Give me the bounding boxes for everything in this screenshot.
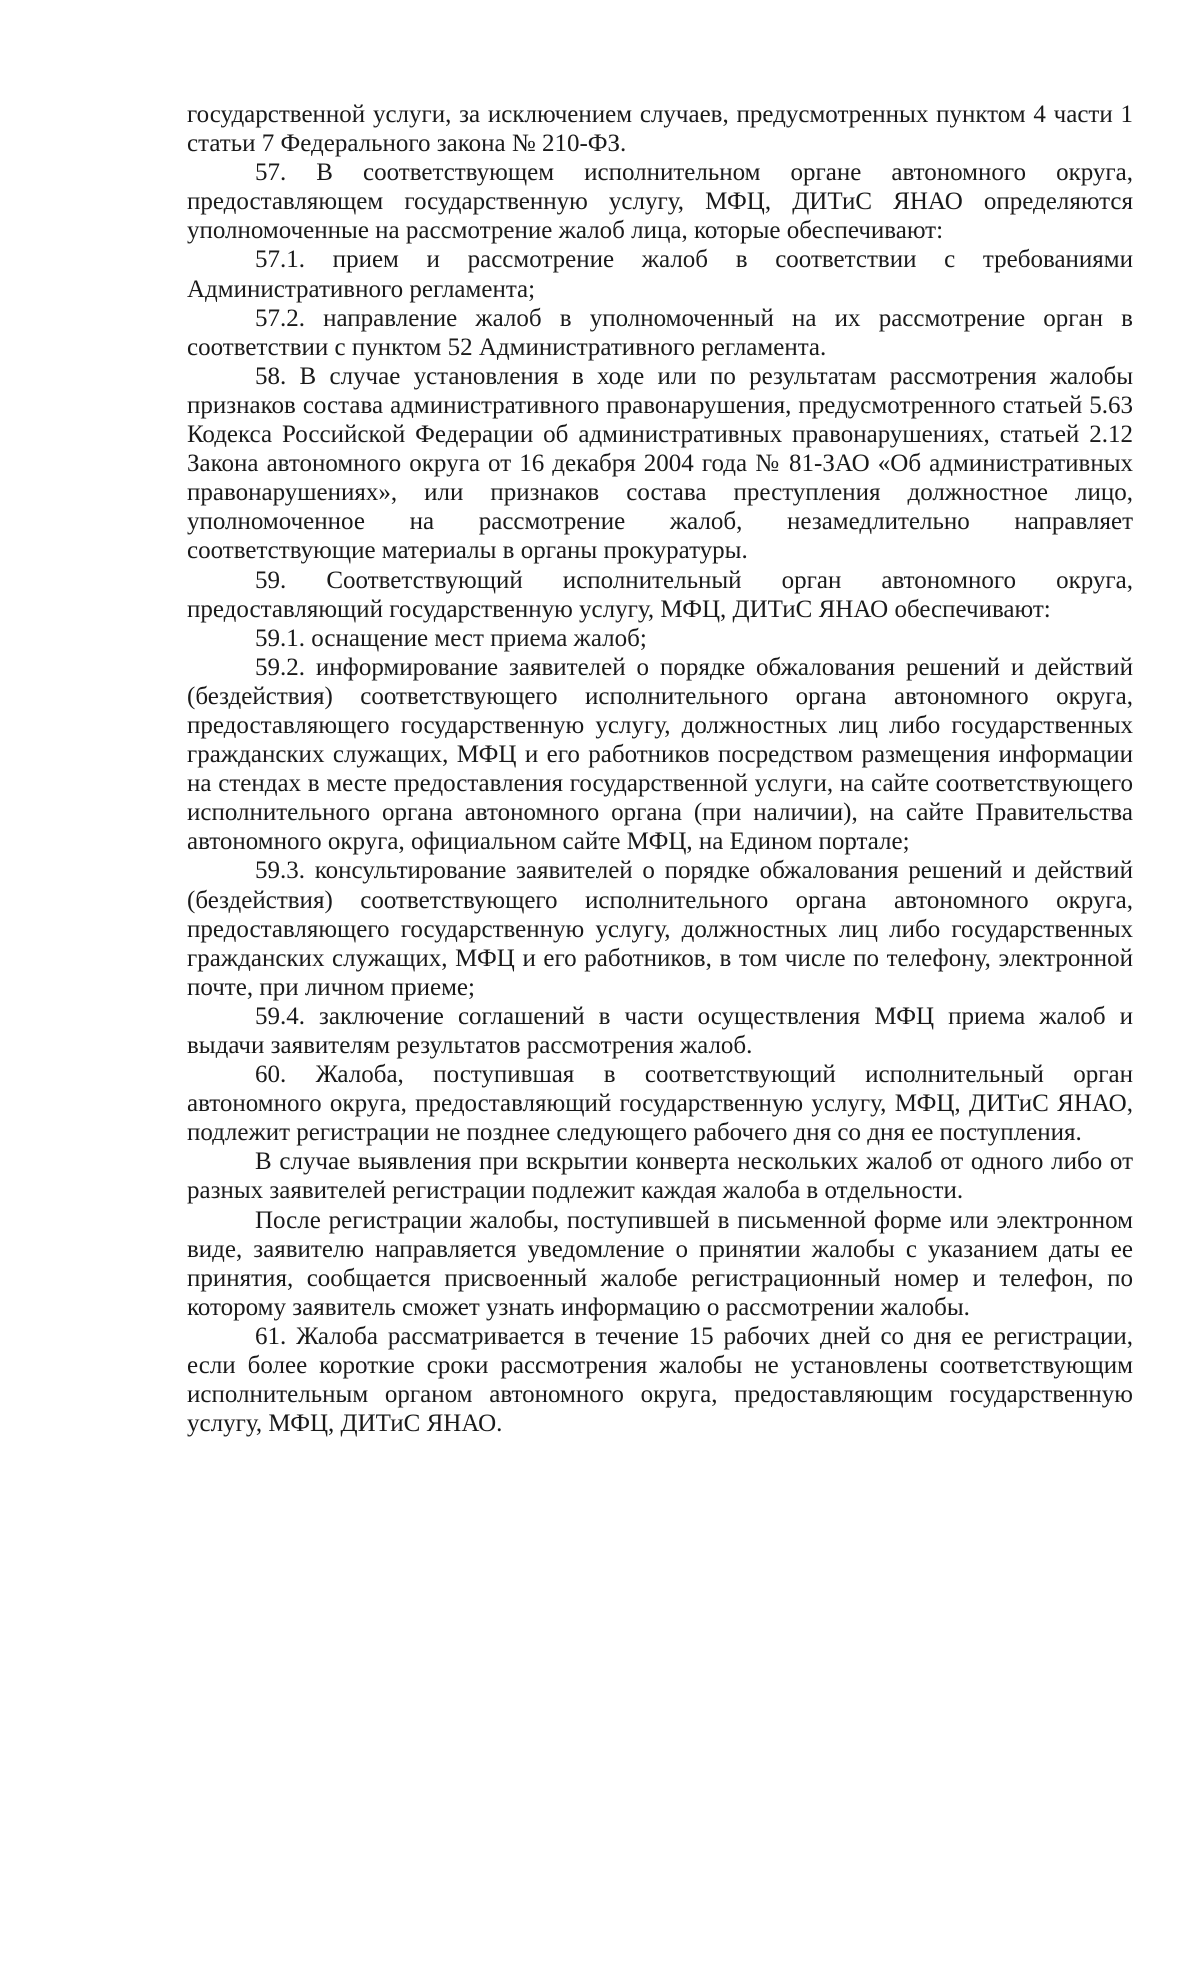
paragraph-57-1: 57.1. прием и рассмотрение жалоб в соответствии с требованиями Административного регламента; <box>187 246 1133 303</box>
paragraph-59-3: 59.3. консультирование заявителей о порядке обжалования решений и действий (бездействия) соответствующего исполнительного органа автономного округа, предоставляющего государственную услугу, должностных лиц либо государственных гражданских служащих, МФЦ и его работников, в том числе по телефону, электронной почте, при личном приеме; <box>187 857 1133 1001</box>
paragraph-60: 60. Жалоба, поступившая в соответствующий исполнительный орган автономного округа, предоставляющий государственную услугу, МФЦ, ДИТиС ЯНАО, подлежит регистрации не позднее следующего рабочего дня со дня ее поступления. <box>187 1061 1133 1147</box>
paragraph-60-registration-notice: После регистрации жалобы, поступившей в письменной форме или электронном виде, заявителю направляется уведомление о принятии жалобы с указанием даты ее принятия, сообщается присвоенный жалобе регистрационный номер и телефон, по которому заявитель сможет узнать информацию о рассмотрении жалобы. <box>187 1206 1133 1321</box>
paragraph-59-2: 59.2. информирование заявителей о порядке обжалования решений и действий (бездействия) соответствующего исполнительного органа автономного округа, предоставляющего государственную услугу, должностных лиц либо государственных гражданских служащих, МФЦ и его работников посредством размещения информации на стендах в месте предоставления государственной услуги, на сайте соответствующего исполнительного органа автономного органа (при наличии), на сайте Правительства автономного округа, официальном сайте МФЦ, на Едином портале; <box>187 653 1133 856</box>
paragraph-continuation: государственной услуги, за исключением случаев, предусмотренных пунктом 4 части 1 статьи 7 Федерального закона № 210-ФЗ. <box>187 101 1133 158</box>
paragraph-57-2: 57.2. направление жалоб в уполномоченный на их рассмотрение орган в соответствии с пунктом 52 Административного регламента. <box>187 304 1133 361</box>
paragraph-59: 59. Соответствующий исполнительный орган автономного округа, предоставляющий государственную услугу, МФЦ, ДИТиС ЯНАО обеспечивают: <box>187 566 1133 623</box>
paragraph-58: 58. В случае установления в ходе или по результатам рассмотрения жалобы признаков состава административного правонарушения, предусмотренного статьей 5.63 Кодекса Российской Федерации об административных правонарушениях, статьей 2.12 Закона автономного округа от 16 декабря 2004 года № 81-ЗАО «Об административных правонарушениях», или признаков состава преступления должностное лицо, уполномоченное на рассмотрение жалоб, незамедлительно направляет соответствующие материалы в органы прокуратуры. <box>187 362 1133 565</box>
document-body <box>187 100 1133 1438</box>
paragraph-61: 61. Жалоба рассматривается в течение 15 рабочих дней со дня ее регистрации, если более короткие сроки рассмотрения жалобы не установлены соответствующим исполнительным органом автономного округа, предоставляющим государственную услугу, МФЦ, ДИТиС ЯНАО. <box>187 1322 1133 1438</box>
paragraph-60-multiple-complaints: В случае выявления при вскрытии конверта нескольких жалоб от одного либо от разных заявителей регистрации подлежит каждая жалоба в отдельности. <box>187 1148 1133 1205</box>
paragraph-57: 57. В соответствующем исполнительном органе автономного округа, предоставляющем государственную услугу, МФЦ, ДИТиС ЯНАО определяются уполномоченные на рассмотрение жалоб лица, которые обеспечивают: <box>187 159 1133 245</box>
paragraph-59-4: 59.4. заключение соглашений в части осуществления МФЦ приема жалоб и выдачи заявителям результатов рассмотрения жалоб. <box>187 1002 1133 1059</box>
paragraph-59-1: 59.1. оснащение мест приема жалоб; <box>255 624 647 652</box>
